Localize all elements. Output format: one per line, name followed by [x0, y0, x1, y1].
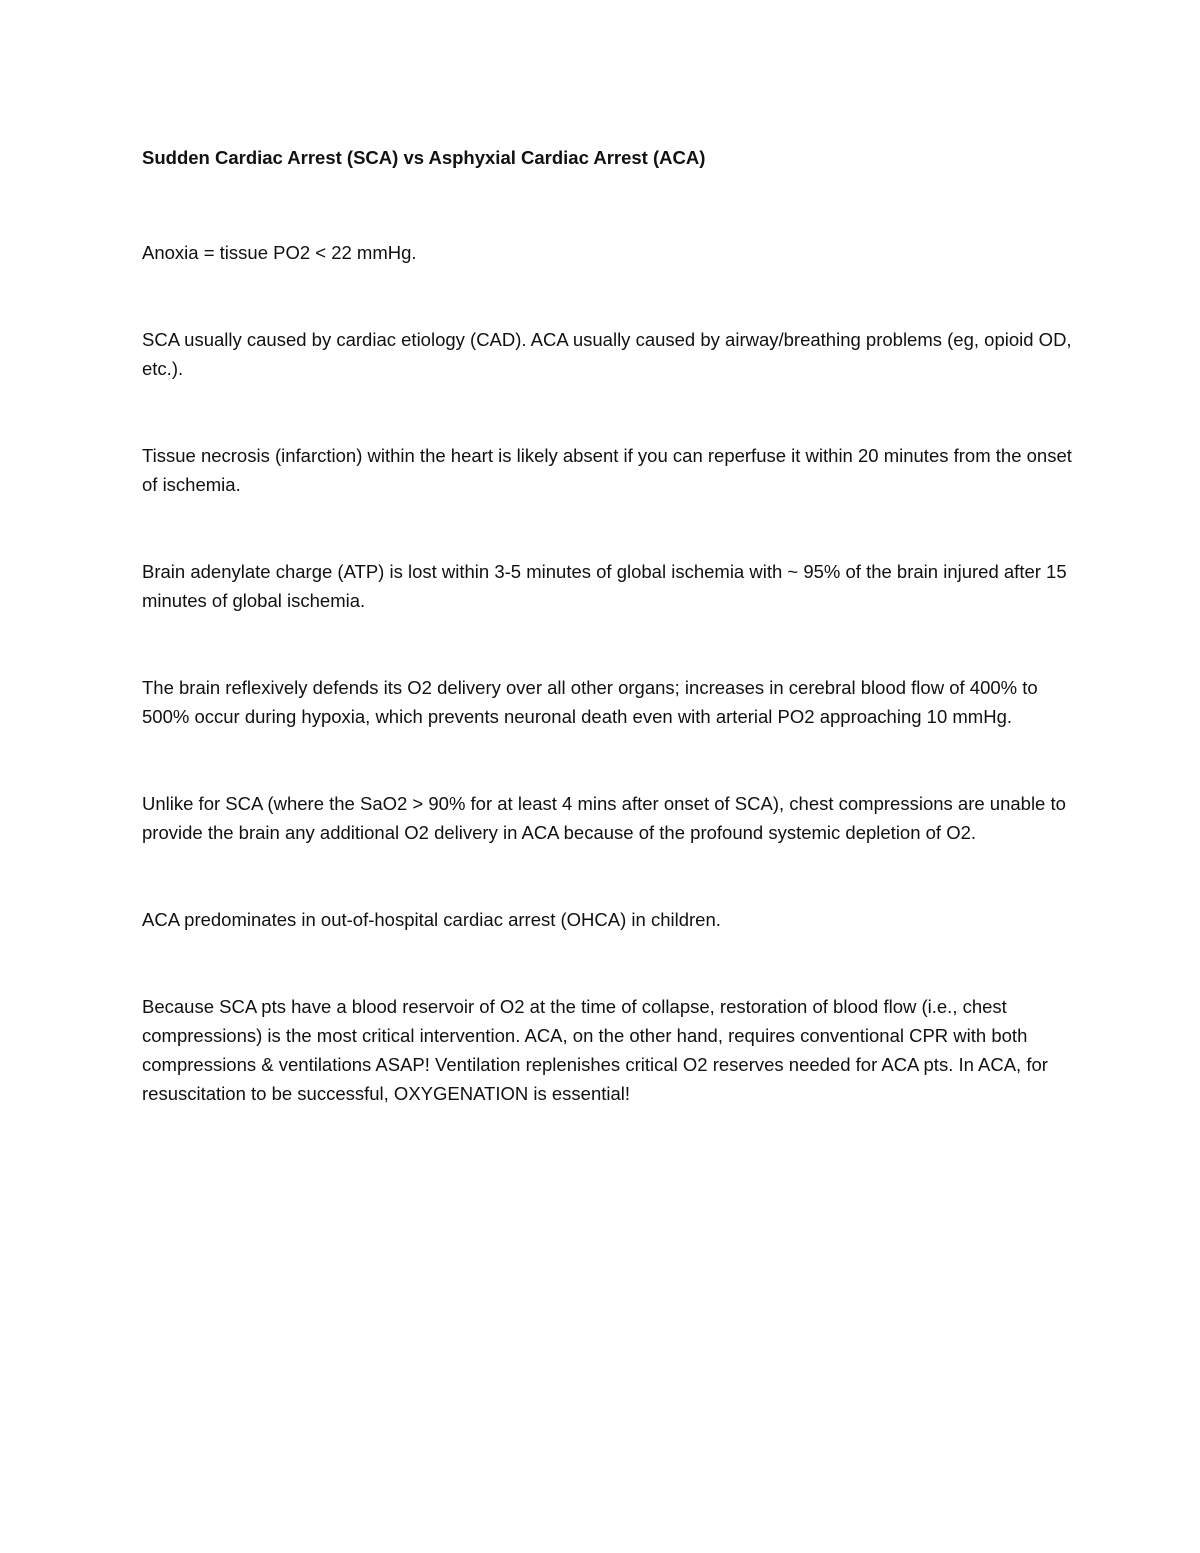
document-body: [142, 143, 1072, 1108]
paragraph-ohca-children: ACA predominates in out-of-hospital cardiac arrest (OHCA) in children.: [142, 909, 721, 930]
paragraph-tissue-necrosis: Tissue necrosis (infarction) within the heart is likely absent if you can reperfuse it within 20 minutes from the onset of ischemia.: [142, 445, 1072, 495]
paragraph-cpr-oxygenation: Because SCA pts have a blood reservoir of O2 at the time of collapse, restoration of blood flow (i.e., chest compressions) is the most critical intervention. ACA, on the other hand, requires conventional CPR with both compressions & ventilations ASAP! Ventilation replenishes critical O2 reserves needed for ACA pts. In ACA, for resuscitation to be successful, OXYGENATION is essential!: [142, 996, 1048, 1104]
paragraph-anoxia-definition: Anoxia = tissue PO2 < 22 mmHg.: [142, 242, 417, 263]
document-title: Sudden Cardiac Arrest (SCA) vs Asphyxial Cardiac Arrest (ACA): [142, 147, 706, 168]
paragraph-etiology: SCA usually caused by cardiac etiology (CAD). ACA usually caused by airway/breathing problems (eg, opioid OD, etc.).: [142, 329, 1072, 379]
paragraph-brain-o2-delivery: The brain reflexively defends its O2 delivery over all other organs; increases in cerebral blood flow of 400% to 500% occur during hypoxia, which prevents neuronal death even with arterial PO2 approaching 10 mmHg.: [142, 677, 1038, 727]
paragraph-chest-compressions: Unlike for SCA (where the SaO2 > 90% for at least 4 mins after onset of SCA), chest compressions are unable to provide the brain any additional O2 delivery in ACA because of the profound systemic depletion of O2.: [142, 793, 1066, 843]
paragraph-brain-adenylate: Brain adenylate charge (ATP) is lost within 3-5 minutes of global ischemia with ~ 95% of the brain injured after 15 minutes of global ischemia.: [142, 561, 1067, 611]
